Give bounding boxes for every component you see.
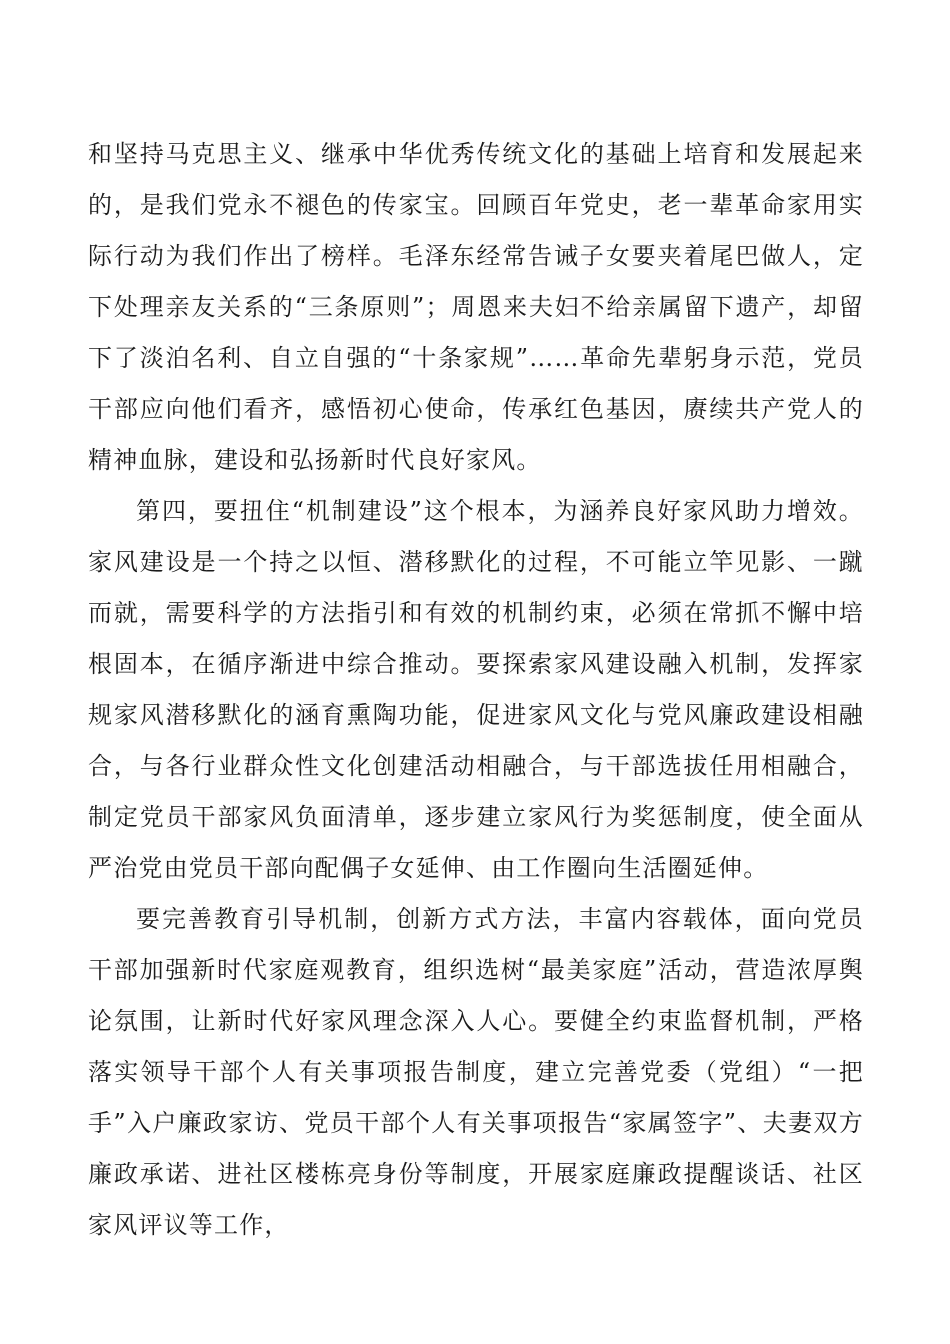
paragraph-1: 和坚持马克思主义、继承中华优秀传统文化的基础上培育和发展起来的，是我们党永不褪色的传家宝。回顾百年党史，老一辈革命家用实际行动为我们作出了榜样。毛泽东经常告诫子女要夹着尾巴做人，定下处理亲友关系的“三条原则”；周恩来夫妇不给亲属留下遗产，却留下了淡泊名利、自立自强的“十条家规”……革命先辈躬身示范，党员干部应向他们看齐，感悟初心使命，传承红色基因，赓续共产党人的精神血脉，建设和弘扬新时代良好家风。 [88,140,864,474]
paragraph-3: 要完善教育引导机制，创新方式方法，丰富内容载体，面向党员干部加强新时代家庭观教育，组织选树“最美家庭”活动，营造浓厚舆论氛围，让新时代好家风理念深入人心。要健全约束监督机制，严格落实领导干部个人有关事项报告制度，建立完善党委（党组）“一把手”入户廉政家访、党员干部个人有关事项报告“家属签字”、夫妻双方廉政承诺、进社区楼栋亮身份等制度，开展家庭廉政提醒谈话、社区家风评议等工作， [88,905,864,1239]
paragraph-2: 第四，要扭住“机制建设”这个根本，为涵养良好家风助力增效。家风建设是一个持之以恒、潜移默化的过程，不可能立竿见影、一蹴而就，需要科学的方法指引和有效的机制约束，必须在常抓不懈中培根固本，在循序渐进中综合推动。要探索家风建设融入机制，发挥家规家风潜移默化的涵育熏陶功能，促进家风文化与党风廉政建设相融合，与各行业群众性文化创建活动相融合，与干部选拔任用相融合，制定党员干部家风负面清单，逐步建立家风行为奖惩制度，使全面从严治党由党员干部向配偶子女延伸、由工作圈向生活圈延伸。 [88,497,864,882]
document-body [88,129,864,1251]
